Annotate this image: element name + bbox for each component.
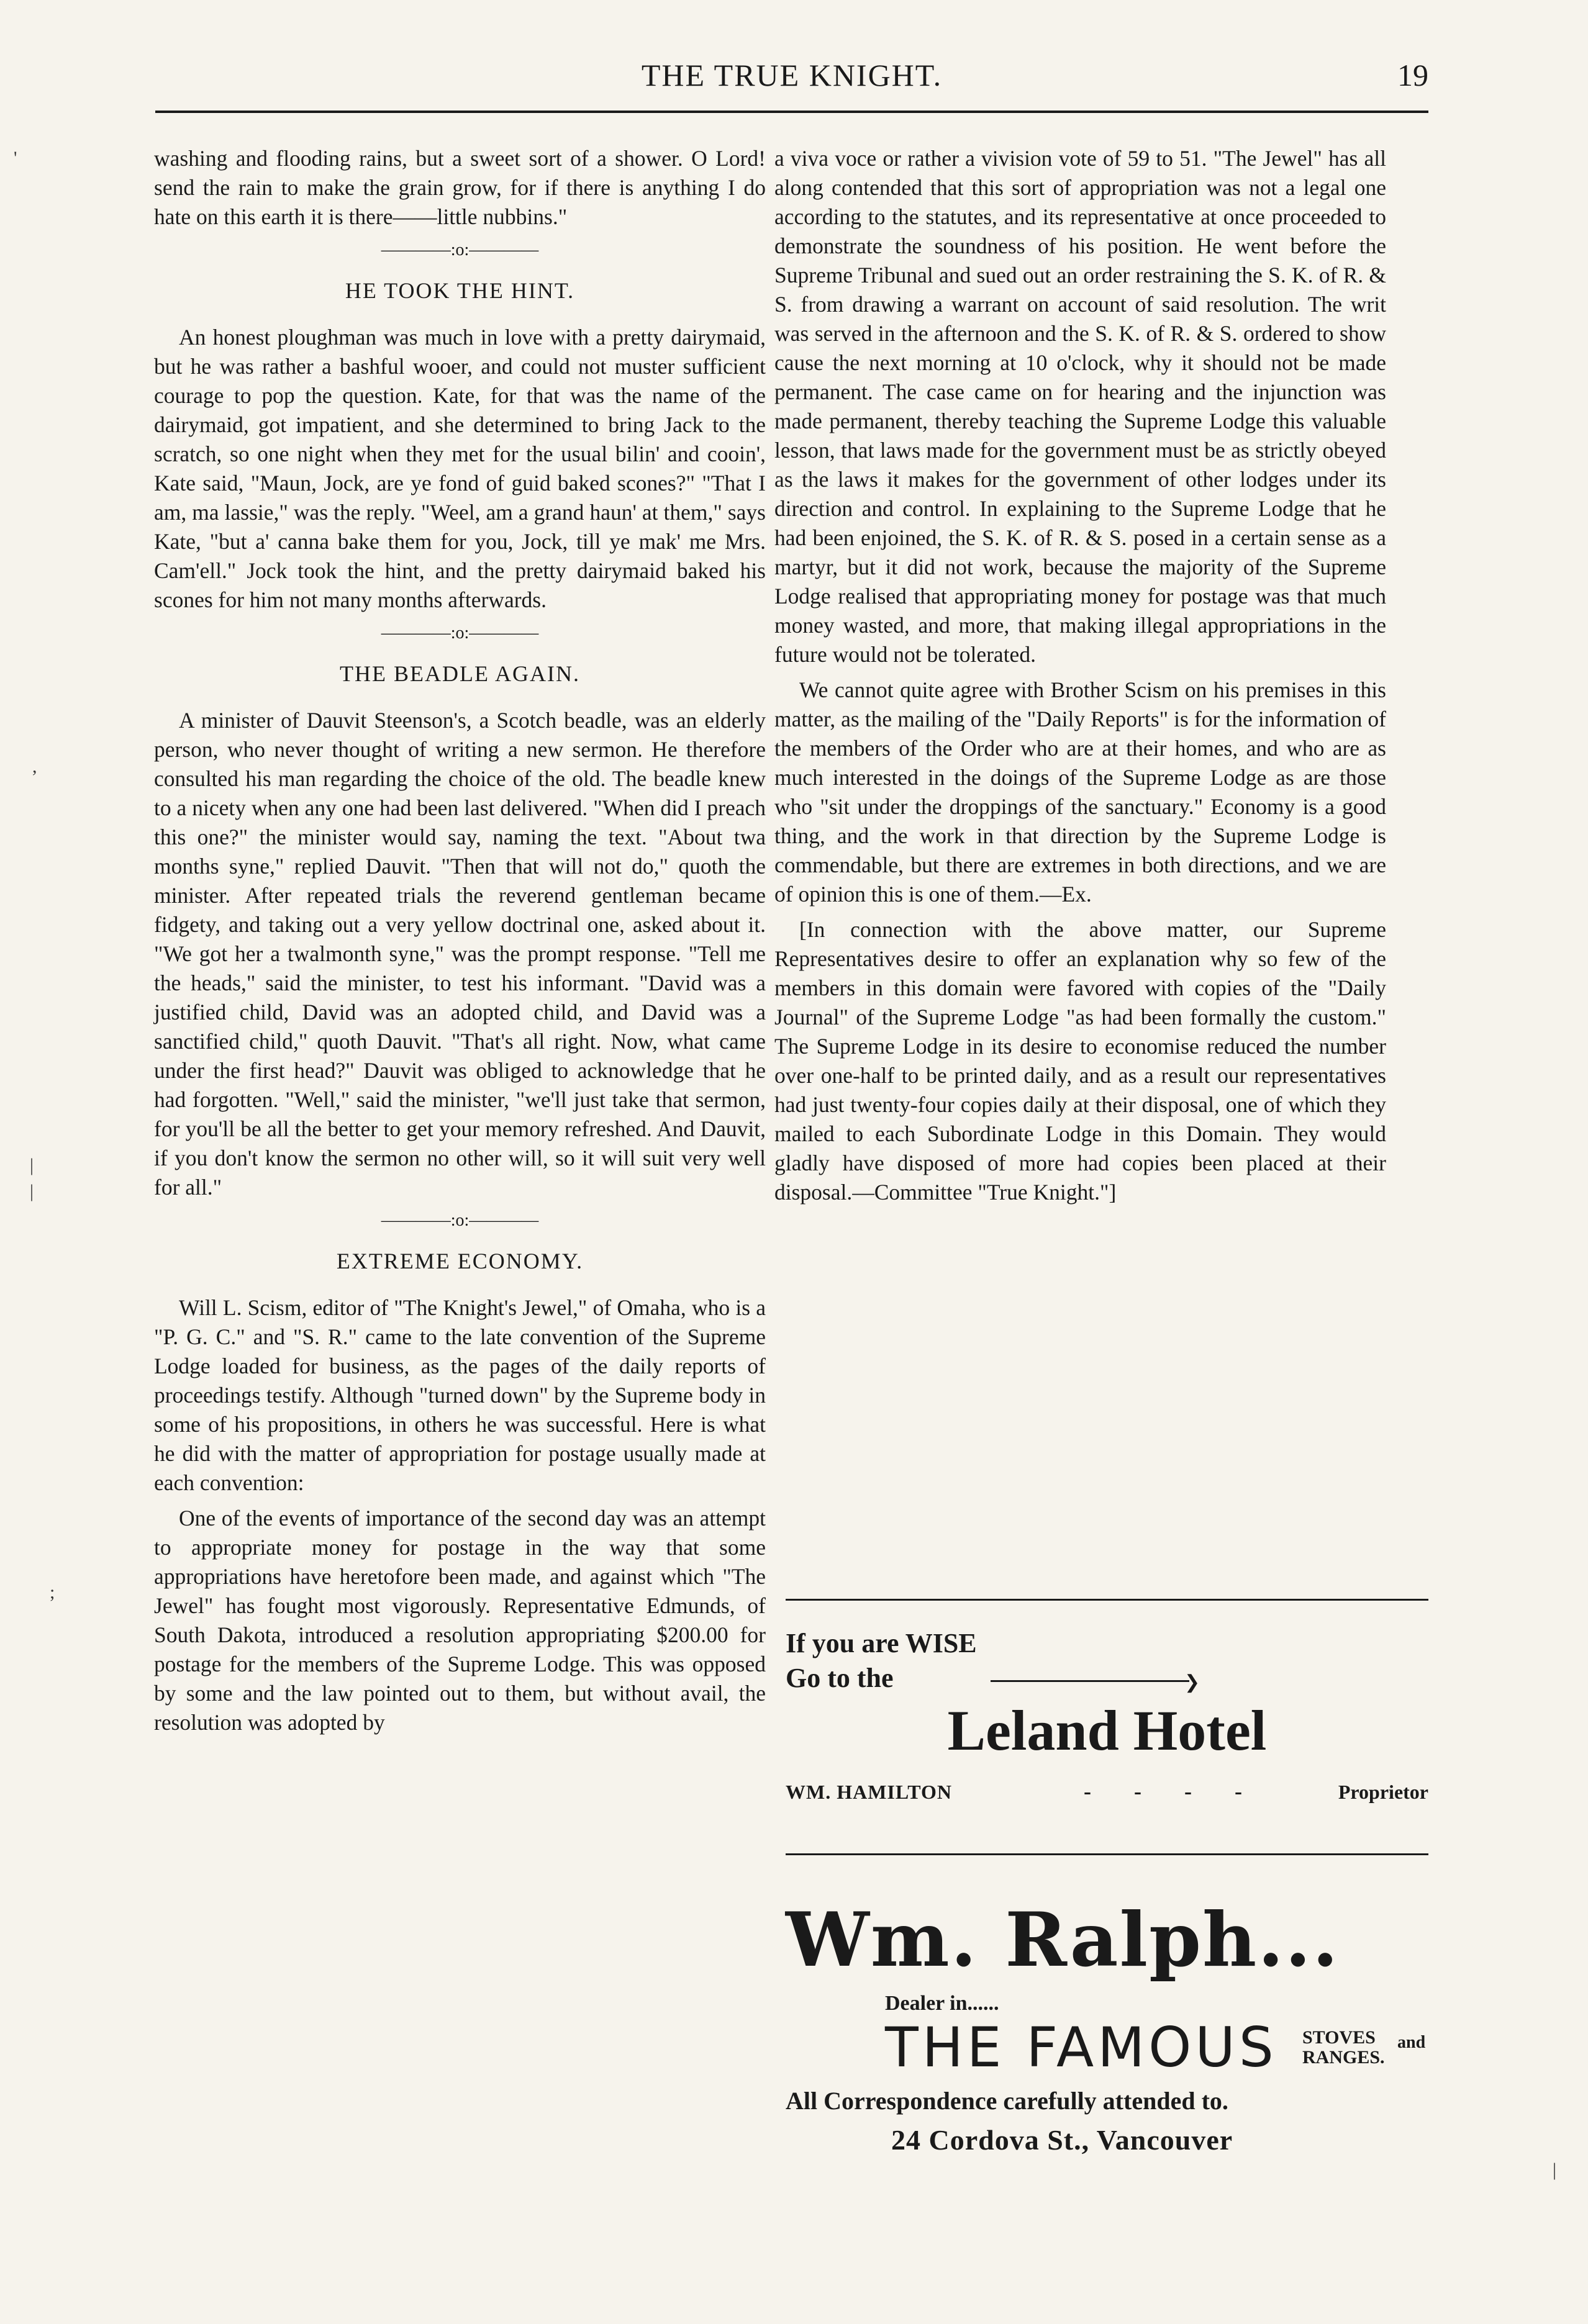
section-separator: ————:o:———— (381, 1211, 539, 1230)
correspondence-note: All Correspondence carefully attended to. (786, 2087, 1228, 2115)
article-paragraph: We cannot quite agree with Brother Scism on his premises in this matter, as the mailing of the "Daily Reports" is for the information of the members of the Order who are at their homes, and who are as much interested in the doings of the Supreme Lodge as are those who "sit under the droppings of the sanctuary." Economy is a good thing, and the work in that direction by the Supreme Lodge is commendable, but there are extremes in both directions, and we are of opinion this is one of them.—Ex. (774, 677, 1386, 907)
section-separator: ————:o:———— (381, 623, 539, 643)
article-paragraph: A minister of Dauvit Steenson's, a Scotch beadle, was an elderly person, who never thought of writing a new sermon. He therefore consulted his man regarding the choice of the old. The beadle knew to a nicety when any one had been last delivered. "When did I preach this one?" the minister would say, naming the text. "About twa months syne," replied Dauvit. "Then that will not do," quoth the minister. After repeated trials the reverend gentleman became fidgety, and taking out a very yellow doctrinal one, asked about it. "We got her a twalmonth syne," was the prompt response. "Tell me the heads," said the minister, to test his informant. "David was a justified child, David was an adopted child, and David was a sanctified child," quoth Dauvit. "That's all right. Now, what came under the first head?" Dauvit was obliged to acknowledge that he had forgotten. "Well," said the minister, "we'll just take that sermon, for you'll be all the better to get your memory refreshed. And Dauvit, if you don't know the sermon no other will, so it will suit very well for all." (154, 708, 766, 1200)
arrow-icon: ❯ (1184, 1672, 1200, 1693)
committee-note: [In connection with the above matter, our Supreme Representatives desire to offer an explanation why so few of the members in this domain were favored with copies of the "Daily Journal" of the Supreme Lodge "as had been formally the custom." The Supreme Lodge in its desire to economise reduced the number over one-half to be printed daily, and as a result our representatives had just twenty-four copies daily at their disposal, one of which they mailed to each Subordinate Lodge in this Domain. They would gladly have disposed of more had copies been placed at their disposal.—Committee "True Knight."] (774, 917, 1386, 1205)
margin-mark: ' (14, 148, 17, 168)
dealer-address: 24 Cordova St., Vancouver (891, 2124, 1233, 2156)
article-paragraph: a viva voce or rather a vivision vote of 59 to 51. "The Jewel" has all along contended that this sort of appropriation was not a legal one according to the statutes, and its representative at once proceeded to demonstrate the soundness of his position. He went before the Supreme Tribunal and sued out an order restraining the S. K. of R. & S. from drawing a warrant on account of said resolution. The writ was served in the afternoon and the S. K. of R. & S. ordered to show cause the next morning at 10 o'clock, why it should not be made permanent. The case came on for hearing and the injunction was made permanent, thereby teaching the Supreme Lodge this valuable lesson, that laws made for the government must be as strictly obeyed as the laws it makes for the government of other lodges under its direction and control. In explaining to the Supreme Lodge that he had been enjoined, the S. K. of R. & S. posed in a certain sense as a martyr, but it did not work, because the majority of the Supreme Lodge realised that appropriating money for postage was that much money wasted, and more, that making illegal appropriations in the future would not be tolerated. (774, 146, 1386, 667)
leader-dashes: - - - - (1084, 1779, 1261, 1804)
section-heading-beadle: THE BEADLE AGAIN. (340, 661, 580, 686)
arrow-line (991, 1680, 1189, 1682)
hotel-name: Leland Hotel (947, 1699, 1267, 1762)
margin-mark: | (30, 1181, 34, 1201)
margin-mark: | (30, 1155, 34, 1175)
ad-tagline: If you are WISE (786, 1628, 977, 1658)
article-paragraph: Will L. Scism, editor of "The Knight's Jewel," of Omaha, who is a "P. G. C." and "S. R." came to the late convention of the Supreme Lodge loaded for business, as the pages of the daily reports of proceedings testify. Although "turned down" by the Supreme body in some of his propositions, in others he was successful. Here is what he did with the matter of appropriation for postage usually made at each convention: (154, 1295, 766, 1495)
page-header (155, 57, 1428, 107)
page-number: 19 (1397, 58, 1428, 93)
margin-mark: | (1553, 2159, 1557, 2180)
article-paragraph: An honest ploughman was much in love with a pretty dairymaid, but he was rather a bashful wooer, and could not muster sufficient courage to pop the question. Kate, for that was the name of the dairymaid, got impatient, and she determined to bring Jack to the scratch, so one night when they met for the usual bilin' and cooin', Kate said, "Maun, Jock, are ye fond of guid baked scones?" "That I am, ma lassie," was the reply. "Weel, am a grand haun' at them," says Kate, "but a' canna bake them for you, Jock, till ye mak' me Mrs. Cam'ell." Jock took the hint, and the pretty dairymaid baked his scones for him not many months afterwards. (154, 325, 766, 612)
section-heading-took-hint: HE TOOK THE HINT. (345, 278, 575, 303)
publication-title: THE TRUE KNIGHT. (641, 58, 943, 93)
article-paragraph: One of the events of importance of the second day was an attempt to appropriate money for postage in the way that some appropriations have heretofore been made, and against which "The Jewel" has fought most vigorously. Representative Edmunds, of South Dakota, introduced a resolution appropriating $200.00 for postage for the members of the Supreme Lodge. This was opposed by some and the law pointed out to them, but without avail, the resolution was adopted by (154, 1506, 766, 1735)
margin-mark: , (32, 756, 37, 777)
left-column (154, 144, 766, 1743)
dealer-label: Dealer in...... (885, 1992, 999, 2015)
ranges-label: RANGES. (1302, 2047, 1385, 2068)
famous-brand: THE FAMOUS (885, 2015, 1277, 2079)
hotel-role: Proprietor (1338, 1781, 1428, 1803)
stoves-label: STOVES (1302, 2027, 1376, 2048)
ad-divider (786, 1853, 1428, 1855)
header-rule (155, 111, 1428, 113)
ad-tagline-goto: Go to the (786, 1663, 894, 1693)
hotel-manager: WM. HAMILTON (786, 1781, 953, 1803)
stoves-ranges (1302, 2028, 1385, 2068)
and-label: and (1397, 2033, 1426, 2052)
dealer-name: Wm. Ralph... (786, 1896, 1340, 1984)
margin-mark: ; (50, 1582, 55, 1603)
right-column (774, 144, 1386, 1213)
ralph-stoves-ad (786, 1881, 1428, 2229)
section-heading-economy: EXTREME ECONOMY. (336, 1249, 584, 1273)
continued-paragraph: washing and flooding rains, but a sweet sort of a shower. O Lord! send the rain to make the grain grow, for if there is anything I do hate on this earth it is there——little nubbins." (154, 146, 766, 229)
section-separator: ————:o:———— (381, 240, 539, 260)
leland-hotel-ad (786, 1627, 1428, 1825)
ad-divider (786, 1599, 1428, 1601)
